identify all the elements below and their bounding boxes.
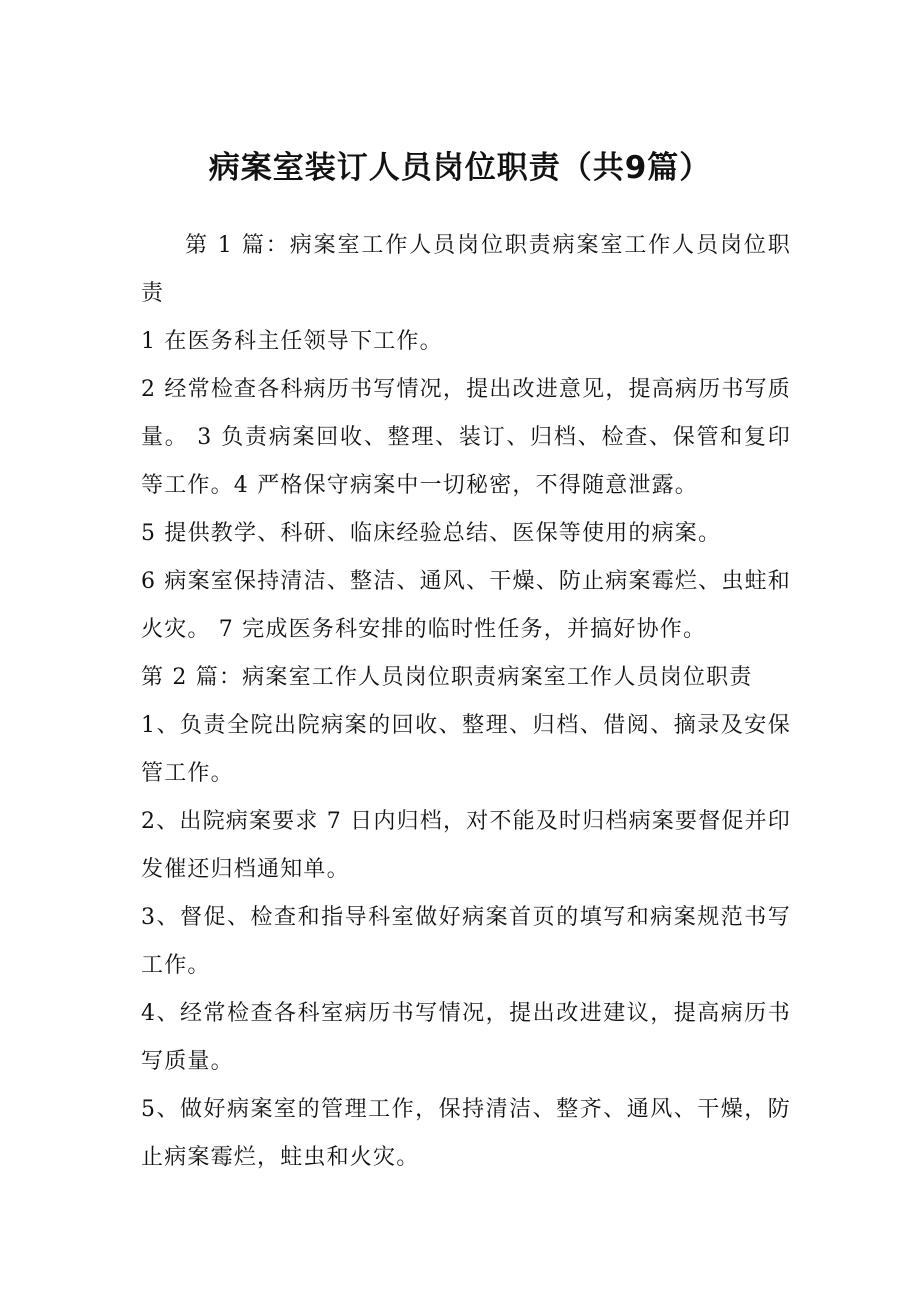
paragraph-item: 6 病案室保持清洁、整洁、通风、干燥、防止病案霉烂、虫蛀和火灾。 7 完成医务科安排的临时性任务，并搞好协作。 [141,569,791,642]
paragraph-chapter-1-heading: 第 1 篇：病案室工作人员岗位职责病案室工作人员岗位职责 [141,233,791,306]
paragraph-item: 2、出院病案要求 7 日内归档，对不能及时归档病案要督促并印发催还归档通知单。 [141,809,791,882]
document-title: 病案室装订人员岗位职责（共9篇） [208,150,712,186]
paragraph-item: 1、负责全院出院病案的回收、整理、归档、借阅、摘录及安保管工作。 [141,713,791,786]
paragraph-item: 5、做好病案室的管理工作，保持清洁、整齐、通风、干燥，防止病案霉烂，蛀虫和火灾。 [141,1097,791,1170]
paragraph-chapter-2-heading: 第 2 篇：病案室工作人员岗位职责病案室工作人员岗位职责 [141,665,753,690]
paragraph-item: 2 经常检查各科病历书写情况，提出改进意见，提高病历书写质量。 3 负责病案回收、整理、装订、归档、检查、保管和复印等工作。4 严格保守病案中一切秘密，不得随意泄露。 [141,377,791,498]
paragraph-item: 5 提供教学、科研、临床经验总结、医保等使用的病案。 [141,521,722,546]
paragraph-item: 1 在医务科主任领导下工作。 [141,329,443,354]
document-body [141,222,791,1182]
paragraph-item: 4、经常检查各科室病历书写情况，提出改进建议，提高病历书写质量。 [141,1001,791,1074]
paragraph-item: 3、督促、检查和指导科室做好病案首页的填写和病案规范书写工作。 [141,905,791,978]
